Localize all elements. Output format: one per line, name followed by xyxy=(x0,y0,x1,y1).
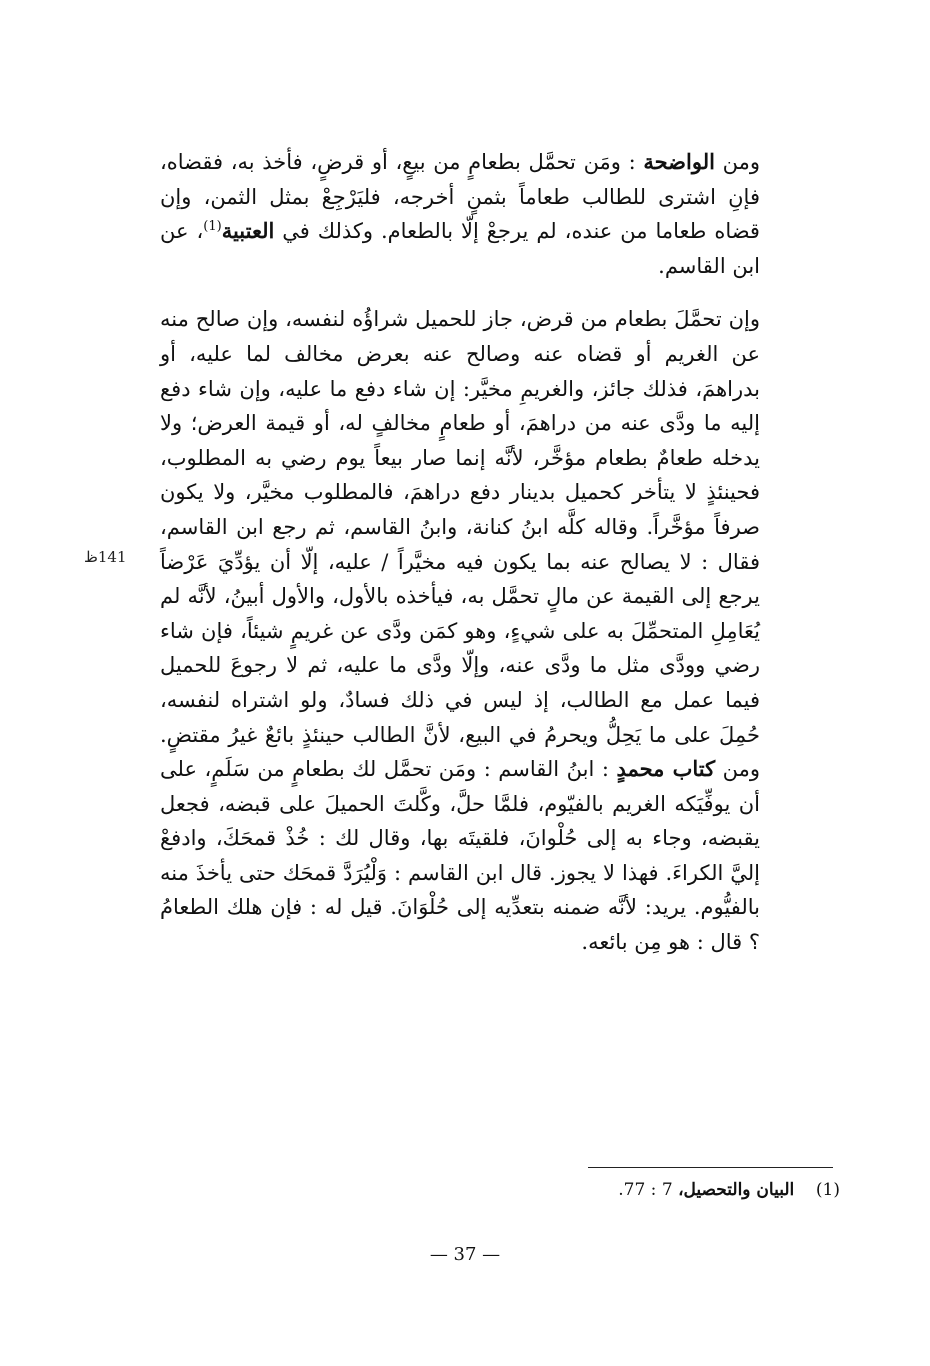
bold-source-name: الواضحة xyxy=(643,149,715,174)
margin-folio-note: 141ظ xyxy=(84,548,127,566)
footnote-reference[interactable]: (1) xyxy=(203,219,222,235)
footnote-ref: 7 : 77. xyxy=(618,1180,679,1200)
footnote-number: (1) xyxy=(815,1180,840,1200)
paragraph-2 xyxy=(160,302,760,959)
bold-source-name: العتبية xyxy=(221,218,275,244)
bold-source-name: كتاب محمدٍ xyxy=(616,756,716,782)
paragraph-1 xyxy=(160,145,760,283)
footnote-title: البيان والتحصيل، xyxy=(678,1180,795,1200)
main-text xyxy=(160,145,760,979)
text-run: ، عن ابن القاسم. xyxy=(160,219,760,278)
text-run: ومن xyxy=(722,150,760,174)
text-run: : ومَن تحمَّل بطعامٍ من بيعٍ، أو قرضٍ، فأخذ به، فقضاه، فإنِ اشترى للطالب طعاماً بثمنٍ أخرجه، فليَرْجِعْ بمثل الثمن، وإن قضاه طعاما من عنده، لم يرجعْ إلّا بالطعام. وكذلك في xyxy=(160,150,760,244)
footnote-divider xyxy=(588,1167,833,1168)
footnote xyxy=(580,1180,840,1200)
page-number: — 37 — xyxy=(429,1244,501,1265)
text-run: وإن تحمَّلَ بطعام من قرض، جاز للحميل شراؤُه لنفسه، وإن صالح منه عن الغريم أو قضاه عنه وصالح عنه بعرض مخالف لما عليه، أو بدراهمَ، فذلك جائز، والغريمِ مخيَّر: إن شاء دفع ما عليه، وإن شاء دفع إليه ما ودَّى عنه من دراهمَ، أو طعامٍ مخالفٍ له، أو قيمة العرض؛ ولا يدخله طعامٌ بطعام مؤخَّر، لأنَّه إنما صار بيعاً يوم رضي به المطلوب، فحينئذٍ لا يتأخر كحميل بدينار دفع دراهمَ، فالمطلوب مخيَّر، ولا يكون صرفاً مؤخَّراً. وقاله كلَّه ابنُ كنانة، وابنُ القاسم، ثم رجع ابن القاسم، فقال : لا يصالح عنه بما يكون فيه مخيَّراً / عليه، إلّا أن يؤدِّيَ عَرْضاً يرجع إلى القيمة عن مالٍ تحمَّل به، فيأخذه بالأول، والأول أبينُ، لأنَّه لم يُعَامِلِ المتحمِّلَ به على شيءٍ، وهو كمَن ودَّى عن غريمٍ شيئاً، فإن شاء رضي وودَّى مثل ما ودَّى عنه، وإلّا ودَّى ما عليه، ثم لا رجوعَ للحميل فيما عمل مع الطالب، إذ ليس في ذلك فسادٌ، ولو اشتراه لنفسه، حُمِلَ على ما يَحِلُّ ويحرمُ في البيع، لأنَّ الطالب حينئذٍ بائعٌ غيرُ مقتضٍ. ومن xyxy=(160,307,760,782)
text-run: : ابنُ القاسم : ومَن تحمَّل لك بطعامٍ من سَلَمٍ، على أن يوفِّيَكه الغريم بالفيّوم، فلمَّا حلَّ، وكَّلتَ الحميلَ على قبضه، فجعل يقبضه، وجاء به إلى حُلْوانَ، فلقيتَه بها، وقال لك : خُذْ قمحَكَ، وادفعْ إليَّ الكراءَ. فهذا لا يجوز. قال ابن القاسم : وَلْيُرَدَّ قمحَك حتى يأخذَ منه بالفيُّوم. يريد: لأنَّه ضمنه بتعدِّيه إلى حُلْوَانَ. قيل له : فإن هلك الطعامُ ؟ قال : هو مِن بائعه. xyxy=(160,757,760,955)
